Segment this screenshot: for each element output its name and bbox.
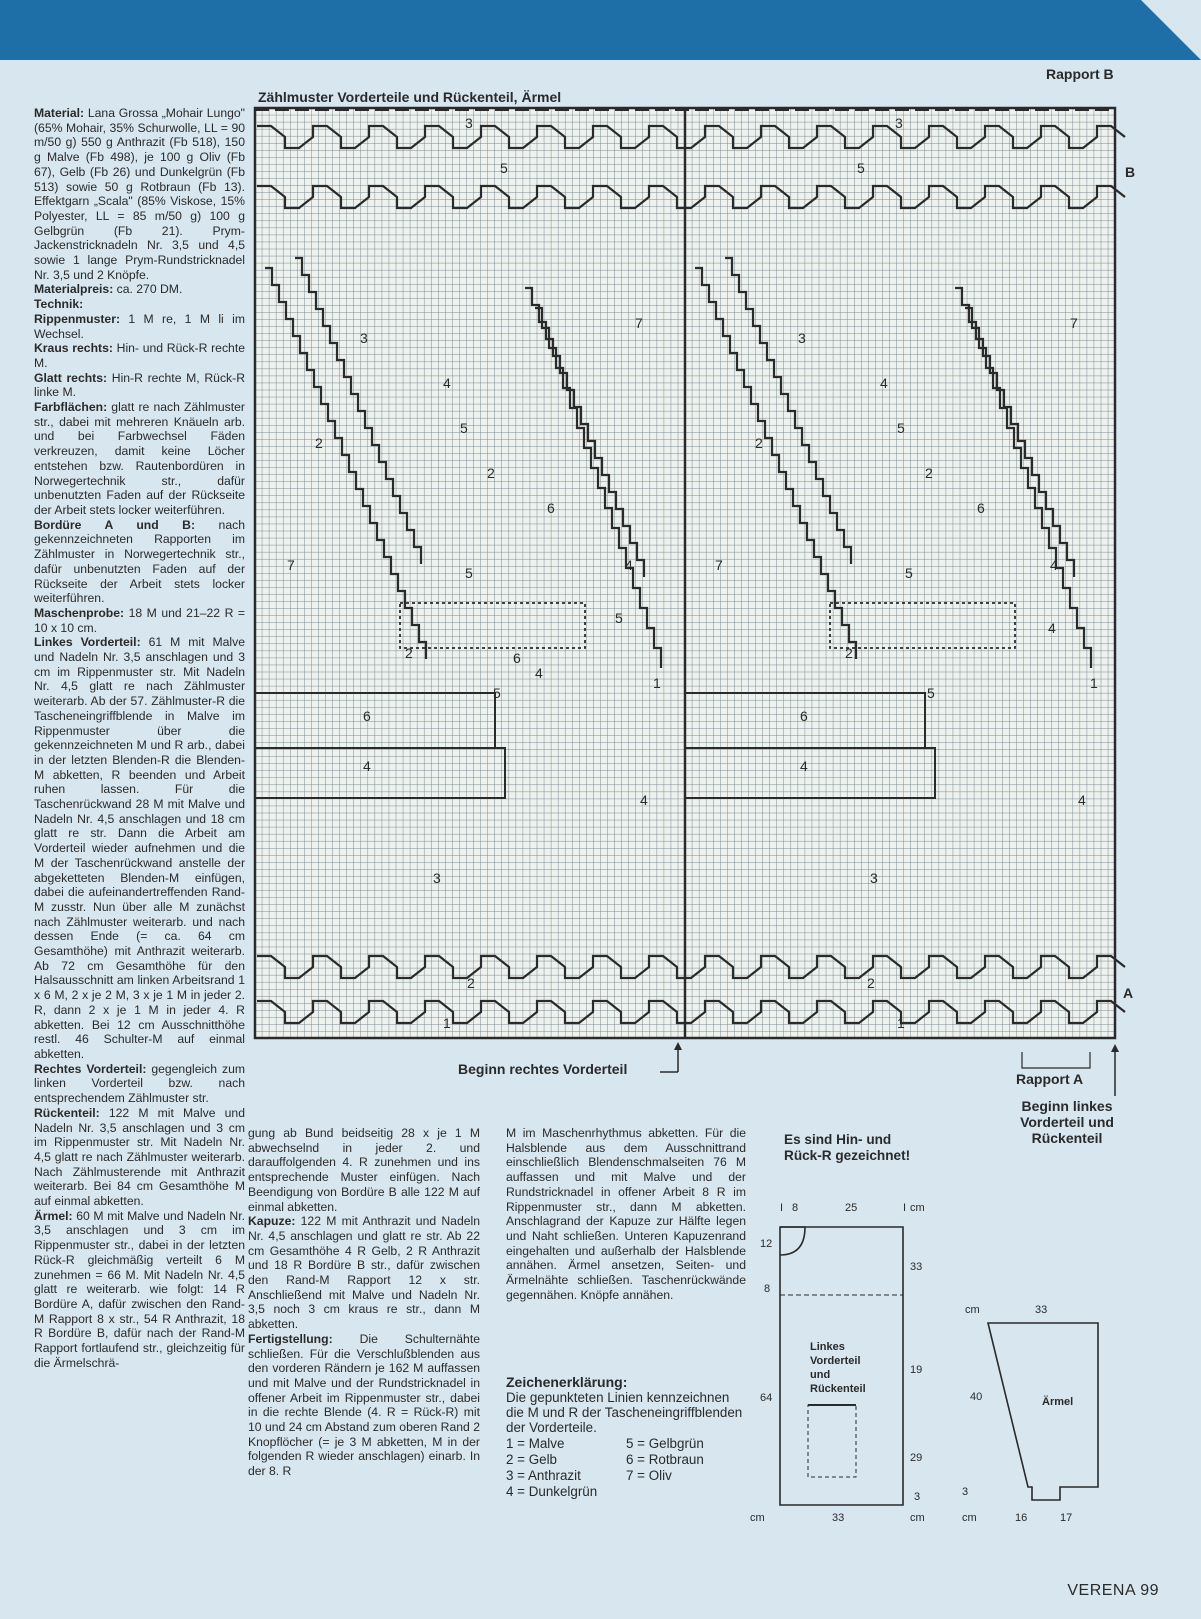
legend-list [506,1436,746,1500]
instruction-text: Lana Grossa „Mohair Lungo" (65% Mohair, 35% Schurwolle, LL = 90 m/50 g) 550 g Anthrazit (Fb 518), 150 g Malve (Fb 498), je 100 g Oliv (Fb 67), Gelb (Fb 26) und Dunkelgrün (Fb 513) sowie 50 g Rotbraun (Fb 13). Effektgarn „Scala" (85% Viskose, 15% Polyester, LL = 85 m/50 g) 100 g Gelbgrün (Fb 21). Prym-Jackenstricknadeln Nr. 3,5 und 4,5 sowie 1 lange Prym-Rundstricknadel Nr. 3,5 und 2 Knöpfe. [34,106,245,282]
sleeve-dim: 3 [962,1486,969,1498]
chart-color-number: 1 [443,1015,451,1031]
body-label-line: und [810,1369,831,1381]
instruction-text: Die Schulternähte schließen. Für die Verschlußblenden aus den vorderen Rändern je 162 M auffassen und mit Malve und der Rundstricknadel in offener Arbeit im Rippenmuster str., dabei in die rechte Blende (4. R = Rück-R) mit 10 und 24 cm Abstand zum oberen Rand 2 Knopflöcher (= je 3 M abketten, M in der folgenden R wieder anschlagen) einarb. In der 8. R [248,1331,480,1479]
instruction-paragraph [34,1209,245,1371]
chart-color-number: 3 [433,870,441,886]
sleeve-dim: cm [965,1304,980,1316]
instruction-paragraph [34,106,245,282]
chart-color-number: 2 [925,465,933,481]
instruction-heading: Linkes Vorderteil: [34,635,141,650]
sleeve-dim: 40 [970,1391,983,1403]
instruction-paragraph [34,1062,245,1106]
measurement-schematic [750,1195,1160,1540]
chart-color-number: 7 [635,315,643,331]
dim-top: 25 [845,1202,858,1214]
dim-bottom: cm [750,1512,765,1524]
rapport-a-label: Rapport A [1016,1071,1084,1087]
instruction-paragraph [34,371,245,400]
chart-color-number: 5 [857,160,865,176]
instruction-text: 122 M mit Malve und Nadeln Nr. 3,5 anschlagen und 3 cm im Rippenmuster str. Mit Nadeln Nr. 4,5 glatt re nach Zählmuster weiterarb. Nach Zählmusterende mit Anthrazit weiterarb. Bei 84 cm Gesamthöhe M auf einmal abketten. [34,1105,245,1209]
chart-color-number: 5 [493,685,501,701]
instruction-heading: Kapuze: [248,1214,296,1229]
chart-color-number: 3 [798,330,806,346]
sleeve-label: Ärmel [1042,1396,1074,1408]
chart-color-number: 6 [363,708,371,724]
dim-right: 19 [910,1364,923,1376]
chart-color-number: 3 [360,330,368,346]
instruction-text: ca. 270 DM. [113,282,183,297]
chart-color-number: 4 [1078,792,1086,808]
instruction-heading: Rückenteil: [34,1105,100,1120]
chart-color-number: 5 [615,610,623,626]
instruction-paragraph [34,518,245,606]
chart-color-number: 4 [535,665,543,681]
instruction-text: gung ab Bund beidseitig 28 x je 1 M abwechselnd in jeder 2. und darauffolgenden 4. R zunehmen und ins entsprechende Muster einfügen. Nach Beendigung von Bordüre B alle 122 M auf einmal abketten. [248,1126,480,1214]
pocket-outline [808,1405,856,1477]
chart-color-number: 2 [467,975,475,991]
instructions-left-column [34,106,245,1370]
chart-color-number: 2 [845,645,853,661]
legend-item [626,1484,746,1500]
neckline [780,1227,805,1255]
legend-text: Die gepunkteten Linien kennzeichnen die M und R der Tascheneingriffblenden der Vorderteile. [506,1390,743,1435]
chart-color-number: 7 [287,557,295,573]
chart-color-number: 2 [755,435,763,451]
chart-color-number: 7 [1070,315,1078,331]
instruction-heading: Material: [34,106,85,120]
dim-tick: I [780,1202,784,1214]
legend-item: 6 = Rotbraun [626,1452,704,1467]
instruction-paragraph [248,1214,480,1332]
body-label-line: Rückenteil [810,1383,866,1395]
instruction-text: Hin- und Rück-R rechte M. [34,341,245,370]
instruction-paragraph [34,1106,245,1209]
note-text [784,1132,910,1164]
instructions-middle-column [248,1126,480,1479]
chart-color-number: 7 [715,557,723,573]
instruction-heading: Maschenprobe: [34,605,125,620]
chart-color-number: 4 [880,375,888,391]
body-label-line: Vorderteil [810,1355,861,1367]
instruction-heading: Rippenmuster: [34,311,120,326]
instruction-paragraph [34,606,245,635]
instruction-text: 1 M re, 1 M li im Wechsel. [34,311,245,341]
instruction-paragraph [34,312,245,341]
chart-title: Zählmuster Vorderteile und Rückenteil, Ärmel [258,89,562,105]
instruction-text: glatt re nach Zählmuster str., dabei mit mehreren Knäueln arb. und bei Farbwechsel Fäden verkreuzen, damit keine Löcher entstehen bzw. Rautenbordüren in Norwegertechnik str., dafür unbenutzten Faden auf der Rückseite der Arbeit stets locker weiterführen. [34,400,245,517]
sleeve-dim: 33 [1035,1304,1048,1316]
instruction-text: 18 M und 21–22 R = 10 x 10 cm. [34,605,245,635]
dim-right: 33 [910,1261,923,1273]
instruction-text: 122 M mit Anthrazit und Nadeln Nr. 4,5 anschlagen und glatt re str. Ab 22 cm Gesamthöhe 4 R Gelb, 2 R Anthrazit und 18 R Bordüre B str., dafür zwischen den Rand-M Rapport 12 x str. Anschließend mit Malve und Nadeln Nr. 3,5 noch 3 cm kraus re str., dann M abketten. [248,1214,480,1332]
legend-item: 1 = Malve [506,1436,565,1451]
chart-color-number: 5 [465,565,473,581]
note-line: Es sind Hin- und [784,1132,892,1147]
rapport-b-label: Rapport B [1046,66,1114,82]
legend-item: 4 = Dunkelgrün [506,1484,598,1499]
dim-bottom: cm [910,1512,925,1524]
beginn-linkes-line: Beginn linkes [1021,1098,1113,1114]
chart-color-number: 3 [870,870,878,886]
instruction-text: Hin-R rechte M, Rück-R linke M. [34,370,245,400]
instruction-paragraph [34,282,245,297]
sleeve-dim: 16 [1015,1512,1028,1524]
instruction-paragraph [248,1332,480,1479]
beginn-linkes-line: Vorderteil und [1020,1114,1114,1130]
instruction-paragraph [248,1126,480,1214]
instruction-text: 61 M mit Malve und Nadeln Nr. 3,5 anschlagen und 3 cm im Rippenmuster str. Mit Nadeln Nr. 4,5 glatt re nach Zählmuster weiterarb. Ab der 57. Zählmuster-R die Tascheneingriffblende in Malve im Rippenmuster über die gekennzeichneten M und R arb., dabei in der letzten Blenden-R die Blenden-M abketten, R beenden und Arbeit ruhen lassen. Für die Taschenrückwand 28 M mit Malve und Nadeln Nr. 4,5 anschlagen und 18 cm glatt re str. Dann die Arbeit am Vorderteil wieder aufnehmen und die M der Taschenrückwand anstelle der abgeketteten Blenden-M einfügen, dabei die aufeinandertreffenden Rand-M zusstr. Nun über alle M zunächst nach Zählmuster weiterarb. und nach dessen Ende (= ca. 64 cm Gesamthöhe) mit Anthrazit weiterarb. Ab 72 cm Gesamthöhe für den Halsausschnitt am linken Arbeitsrand 1 x 6 M, 2 x je 2 M, 3 x je 1 M in jeder 2. R, dann 2 x je 1 M in jeder 4. R abketten. Bei 12 cm Ausschnitthöhe restl. 46 Schulter-M auf einmal abketten. [34,635,245,1061]
border-a-label: A [1123,985,1134,1001]
beginn-linkes-label [1008,1098,1126,1146]
instruction-heading: Kraus rechts: [34,341,113,356]
dim-top: 8 [792,1202,799,1214]
instruction-heading: Glatt rechts: [34,370,108,385]
chart-color-number: 2 [315,435,323,451]
dim-tick: I [903,1202,907,1214]
chart-color-number: 4 [363,758,371,774]
note-line: Rück-R gezeichnet! [784,1148,911,1163]
dim-left: 8 [764,1283,771,1295]
instruction-paragraph [34,400,245,518]
chart-color-number: 3 [895,115,903,131]
instruction-paragraph [34,635,245,1061]
chart-color-number: 5 [897,420,905,436]
legend-item: 2 = Gelb [506,1452,557,1467]
chart-color-number: 6 [513,650,521,666]
border-b-label: B [1125,164,1136,180]
sleeve-dim: 17 [1060,1512,1073,1524]
instruction-paragraph [34,341,245,370]
legend-item: 3 = Anthrazit [506,1468,581,1483]
beginn-rechtes-label: Beginn rechtes Vorderteil [458,1061,628,1077]
sleeve-outline [988,1323,1098,1500]
chart-color-number: 3 [465,115,473,131]
instruction-paragraph [506,1126,746,1302]
page-footer: VERENA 99 [1067,1582,1159,1599]
dim-right: 29 [910,1452,923,1464]
chart-color-number: 4 [443,375,451,391]
chart-color-number: 6 [977,500,985,516]
instruction-heading: Rechtes Vorderteil: [34,1061,147,1076]
chart-color-number: 4 [1048,620,1056,636]
instruction-heading: Bordüre A und B: [34,517,196,532]
chart-color-number: 4 [800,758,808,774]
sleeve-dim: cm [962,1512,977,1524]
instruction-heading: Technik: [34,297,84,312]
chart-color-number: 4 [640,792,648,808]
dim-top-unit: cm [910,1202,925,1214]
chart-color-number: 2 [867,975,875,991]
instruction-heading: Ärmel: [34,1208,73,1223]
body-label [810,1341,866,1395]
instruction-text: gegengleich zum linken Vorderteil bzw. nach entsprechendem Zählmuster str. [34,1061,245,1106]
chart-color-number: 6 [547,500,555,516]
chart-color-number: 6 [800,708,808,724]
instruction-text: 60 M mit Malve und Nadeln Nr. 3,5 anschlagen und 3 cm im Rippenmuster str., dabei in der letzten Rück-R gleichmäßig verteilt 6 M zunehmen = 66 M. Mit Nadeln Nr. 4,5 glatt re weiterarb. wie folgt: 14 R Bordüre A, dafür zwischen den Rand-M Rapport 8 x str., 54 R Anthrazit, 18 R Bordüre B, dafür nach der Rand-M Rapport fortlaufend str., gleichzeitig für die Ärmelschrä- [34,1208,245,1370]
instruction-text: M im Maschenrhythmus abketten. Für die Halsblende aus dem Ausschnittrand einschließlich Blendenschmalseiten 76 M auffassen und mit Malve und der Rundstricknadel in offener Arbeit 8 R im Rippenmuster str., dann M abketten. Anschlagrand der Kapuze zur Hälfte legen und Naht schließen. Unteren Kapuzenrand eingehalten und außerhalb der Halsblende annähen. Ärmel ansetzen, Seiten- und Ärmelnähte schließen. Taschenrückwände gegennähen. Knöpfe annähen. [506,1126,746,1302]
chart-color-number: 4 [1050,557,1058,573]
legend-item: 7 = Oliv [626,1468,672,1483]
chart-color-number: 4 [625,557,633,573]
dim-left: 12 [760,1238,773,1250]
knitting-chart [255,108,1115,1088]
chart-color-number: 2 [487,465,495,481]
beginn-linkes-line: Rückenteil [1031,1130,1103,1146]
legend-item: 5 = Gelbgrün [626,1436,704,1451]
instructions-right-column [506,1126,746,1302]
chart-color-number: 1 [653,675,661,691]
chart-arrows [650,1040,1130,1100]
instruction-paragraph [34,297,245,312]
chart-color-number: 5 [905,565,913,581]
instruction-heading: Fertigstellung: [248,1331,333,1346]
instruction-text: nach gekennzeichneten Rapporten im Zählmuster in Norwegertechnik str., dafür unbenutzten Faden auf der Rückseite der Arbeit stets locker weiterführen. [34,517,245,606]
legend-title: Zeichenerklärung: [506,1374,628,1390]
top-color-bar [0,0,1201,60]
body-label-line: Linkes [810,1341,845,1353]
instruction-heading: Farbflächen: [34,400,108,415]
chart-color-number: 1 [897,1015,905,1031]
dim-right: 3 [914,1491,921,1503]
chart-grid [255,108,1115,1038]
chart-color-number: 1 [1090,675,1098,691]
dim-left: 64 [760,1392,773,1404]
chart-color-number: 5 [500,160,508,176]
instruction-heading: Materialpreis: [34,282,114,297]
chart-color-number: 2 [405,645,413,661]
chart-color-number: 5 [927,685,935,701]
dim-bottom: 33 [832,1512,845,1524]
chart-color-number: 5 [460,420,468,436]
